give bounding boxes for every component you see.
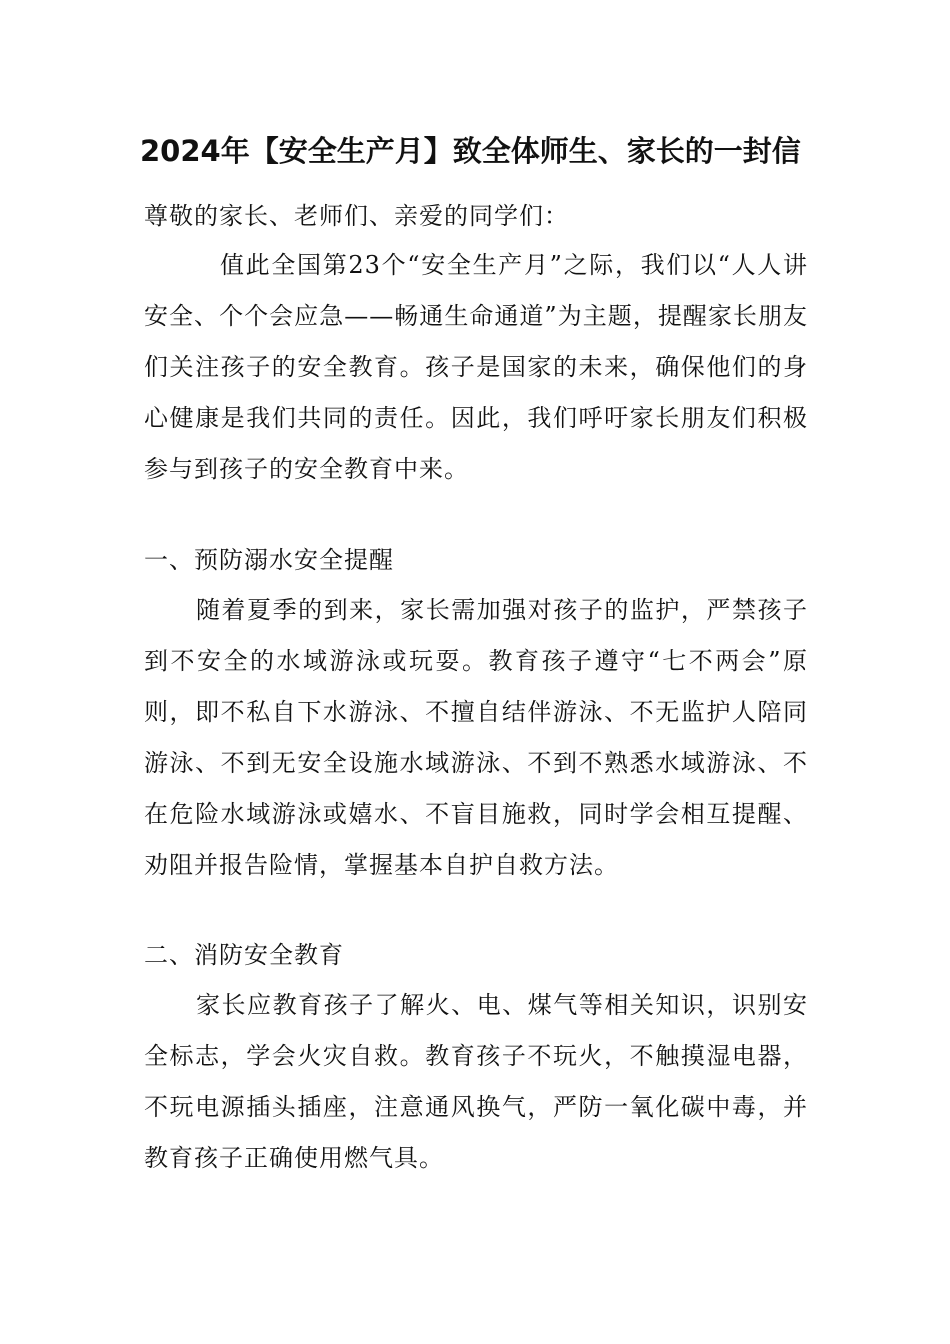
document-title: 2024年【安全生产月】致全体师生、家长的一封信	[140, 134, 801, 168]
salutation: 尊敬的家长、老师们、亲爱的同学们：	[144, 202, 569, 230]
section-heading-fire: 二、消防安全教育	[144, 941, 344, 969]
intro-paragraph: 值此全国第23个“安全生产月”之际，我们以“人人讲安全、个个会应急——畅通生命通道”为主题，提醒家长朋友们关注孩子的安全教育。孩子是国家的未来，确保他们的身心健康是我们共同的责任。因此，我们呼吁家长朋友们积极参与到孩子的安全教育中来。	[144, 251, 808, 483]
section-heading-drowning: 一、预防溺水安全提醒	[144, 546, 394, 574]
section-paragraph-fire: 家长应教育孩子了解火、电、煤气等相关知识，识别安全标志，学会火灾自救。教育孩子不玩火，不触摸湿电器，不玩电源插头插座，注意通风换气，严防一氧化碳中毒，并教育孩子正确使用燃气具。	[144, 991, 808, 1172]
section-paragraph-drowning: 随着夏季的到来，家长需加强对孩子的监护，严禁孩子到不安全的水域游泳或玩耍。教育孩子遵守“七不两会”原则，即不私自下水游泳、不擅自结伴游泳、不无监护人陪同游泳、不到无安全设施水域游泳、不到不熟悉水域游泳、不在危险水域游泳或嬉水、不盲目施救，同时学会相互提醒、劝阻并报告险情，掌握基本自护自救方法。	[144, 596, 808, 879]
